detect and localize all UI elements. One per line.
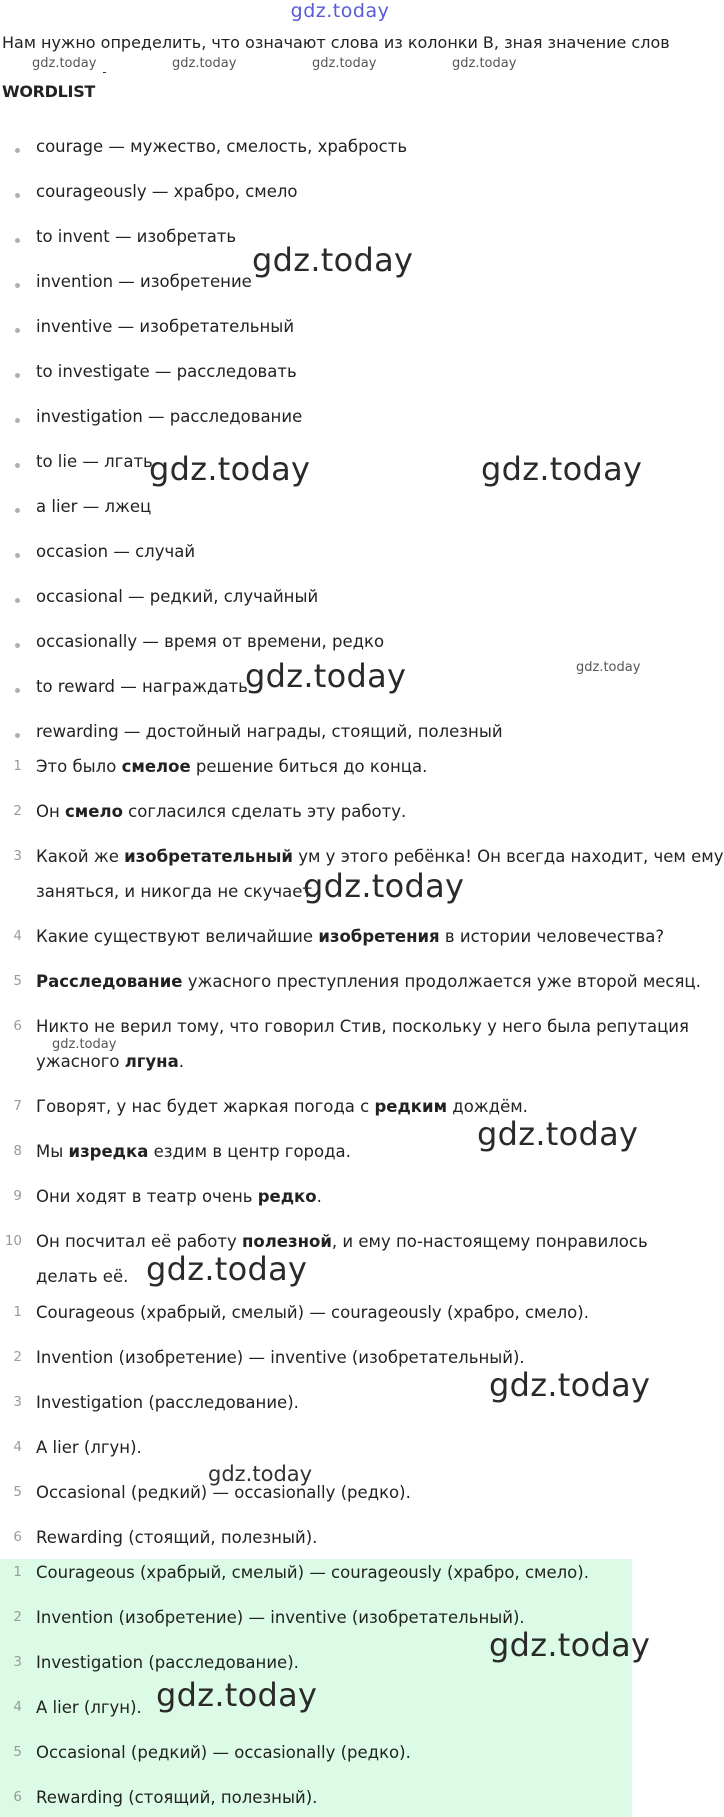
intro-text: Нам нужно определить, что означают слова из колонки В, зная значение слов: [2, 33, 670, 52]
bullet-icon: [15, 553, 20, 558]
sentence-text: Расследование ужасного преступления продолжается уже второй месяц.: [36, 972, 701, 991]
site-logo[interactable]: gdz.today: [290, 0, 390, 22]
sentence-text-continued: ужасного лгуна.: [36, 1052, 184, 1071]
sentence-text: Они ходят в театр очень редко.: [36, 1187, 322, 1206]
watermark: gdz.today: [208, 1462, 313, 1486]
watermark: gdz.today: [489, 1366, 651, 1404]
sentence-text-continued: заняться, и никогда не скучает.: [36, 882, 318, 901]
bullet-icon: [15, 193, 20, 198]
divider: [103, 72, 106, 73]
watermark: gdz.today: [245, 657, 407, 695]
row-number: 4: [13, 928, 22, 944]
answer-text: Courageous (храбрый, смелый) — courageously (храбро, смело).: [36, 1563, 589, 1582]
sentence-text: Он смело согласился сделать эту работу.: [36, 802, 407, 821]
watermark: gdz.today: [481, 450, 643, 488]
sentence-text: Никто не верил тому, что говорил Стив, поскольку у него была репутация: [36, 1017, 689, 1036]
row-number: 3: [13, 1394, 22, 1410]
row-number: 2: [13, 1609, 22, 1625]
row-number: 2: [13, 803, 22, 819]
sentence-row: [0, 927, 680, 951]
watermark: gdz.today: [52, 1037, 117, 1052]
row-number: 9: [13, 1188, 22, 1204]
bullet-icon: [15, 643, 20, 648]
row-number: 1: [13, 1304, 22, 1320]
bullet-icon: [15, 508, 20, 513]
sentence-text: Говорят, у нас будет жаркая погода с редким дождём.: [36, 1097, 528, 1116]
watermark: gdz.today: [452, 56, 517, 71]
answer-text: A lier (лгун).: [36, 1698, 142, 1717]
sentence-row: [0, 757, 680, 781]
row-number: 1: [13, 1564, 22, 1580]
row-number: 5: [13, 1484, 22, 1500]
row-number: 1: [13, 758, 22, 774]
row-number: 6: [13, 1018, 22, 1034]
row-number: 4: [13, 1699, 22, 1715]
bullet-icon: [15, 463, 20, 468]
sentence-text: Какой же изобретательный ум у этого ребёнка! Он всегда находит, чем ему: [36, 847, 724, 866]
answer-text: A lier (лгун).: [36, 1438, 142, 1457]
row-number: 3: [13, 848, 22, 864]
sentence-text: Он посчитал её работу полезной, и ему по-настоящему понравилось: [36, 1232, 648, 1251]
watermark: gdz.today: [149, 450, 311, 488]
sentence-row: [0, 1232, 680, 1292]
sentence-text: Мы изредка ездим в центр города.: [36, 1142, 351, 1161]
row-number: 8: [13, 1143, 22, 1159]
bullet-icon: [15, 283, 20, 288]
watermark: gdz.today: [477, 1115, 639, 1153]
row-number: 3: [13, 1654, 22, 1670]
sentence-text-continued: делать её.: [36, 1267, 129, 1286]
row-number: 4: [13, 1439, 22, 1455]
answer-row-highlighted: [0, 1743, 632, 1767]
bullet-icon: [15, 733, 20, 738]
answer-row-highlighted: [0, 1788, 632, 1812]
watermark: gdz.today: [489, 1626, 651, 1664]
watermark: gdz.today: [312, 56, 377, 71]
answer-text: Investigation (расследование).: [36, 1653, 299, 1672]
answer-row: [0, 1303, 680, 1327]
bullet-icon: [15, 688, 20, 693]
answer-text: Invention (изобретение) — inventive (изобретательный).: [36, 1608, 525, 1627]
answer-text: Investigation (расследование).: [36, 1393, 299, 1412]
row-number: 6: [13, 1789, 22, 1805]
sentence-row: [0, 1187, 680, 1211]
row-number: 6: [13, 1529, 22, 1545]
watermark: gdz.today: [252, 241, 414, 279]
watermark: gdz.today: [576, 660, 641, 675]
sentence-text: Это было смелое решение биться до конца.: [36, 757, 428, 776]
row-number: 5: [13, 973, 22, 989]
wordlist-heading: WORDLIST: [2, 82, 96, 101]
bullet-icon: [15, 598, 20, 603]
sentence-text: Какие существуют величайшие изобретения в истории человечества?: [36, 927, 665, 946]
answer-row: [0, 1438, 680, 1462]
answer-row-highlighted: [0, 1563, 632, 1587]
watermark: gdz.today: [32, 56, 97, 71]
answer-text: Rewarding (стоящий, полезный).: [36, 1788, 318, 1807]
answer-text: Invention (изобретение) — inventive (изобретательный).: [36, 1348, 525, 1367]
answer-row: [0, 1528, 680, 1552]
watermark: gdz.today: [146, 1250, 308, 1288]
bullet-icon: [15, 373, 20, 378]
answer-text: Courageous (храбрый, смелый) — courageously (храбро, смело).: [36, 1303, 589, 1322]
answer-text: Occasional (редкий) — occasionally (редко).: [36, 1743, 411, 1762]
answer-text: Occasional (редкий) — occasionally (редко).: [36, 1483, 411, 1502]
watermark: gdz.today: [303, 867, 465, 905]
row-number: 5: [13, 1744, 22, 1760]
row-number: 7: [13, 1098, 22, 1114]
sentence-row: [0, 972, 701, 996]
answer-row: [0, 1483, 680, 1507]
row-number: 10: [4, 1233, 22, 1249]
bullet-icon: [15, 148, 20, 153]
watermark: gdz.today: [156, 1676, 318, 1714]
answer-text: Rewarding (стоящий, полезный).: [36, 1528, 318, 1547]
bullet-icon: [15, 328, 20, 333]
watermark: gdz.today: [172, 56, 237, 71]
bullet-icon: [15, 238, 20, 243]
row-number: 2: [13, 1349, 22, 1365]
sentence-row: [0, 802, 680, 826]
bullet-icon: [15, 418, 20, 423]
